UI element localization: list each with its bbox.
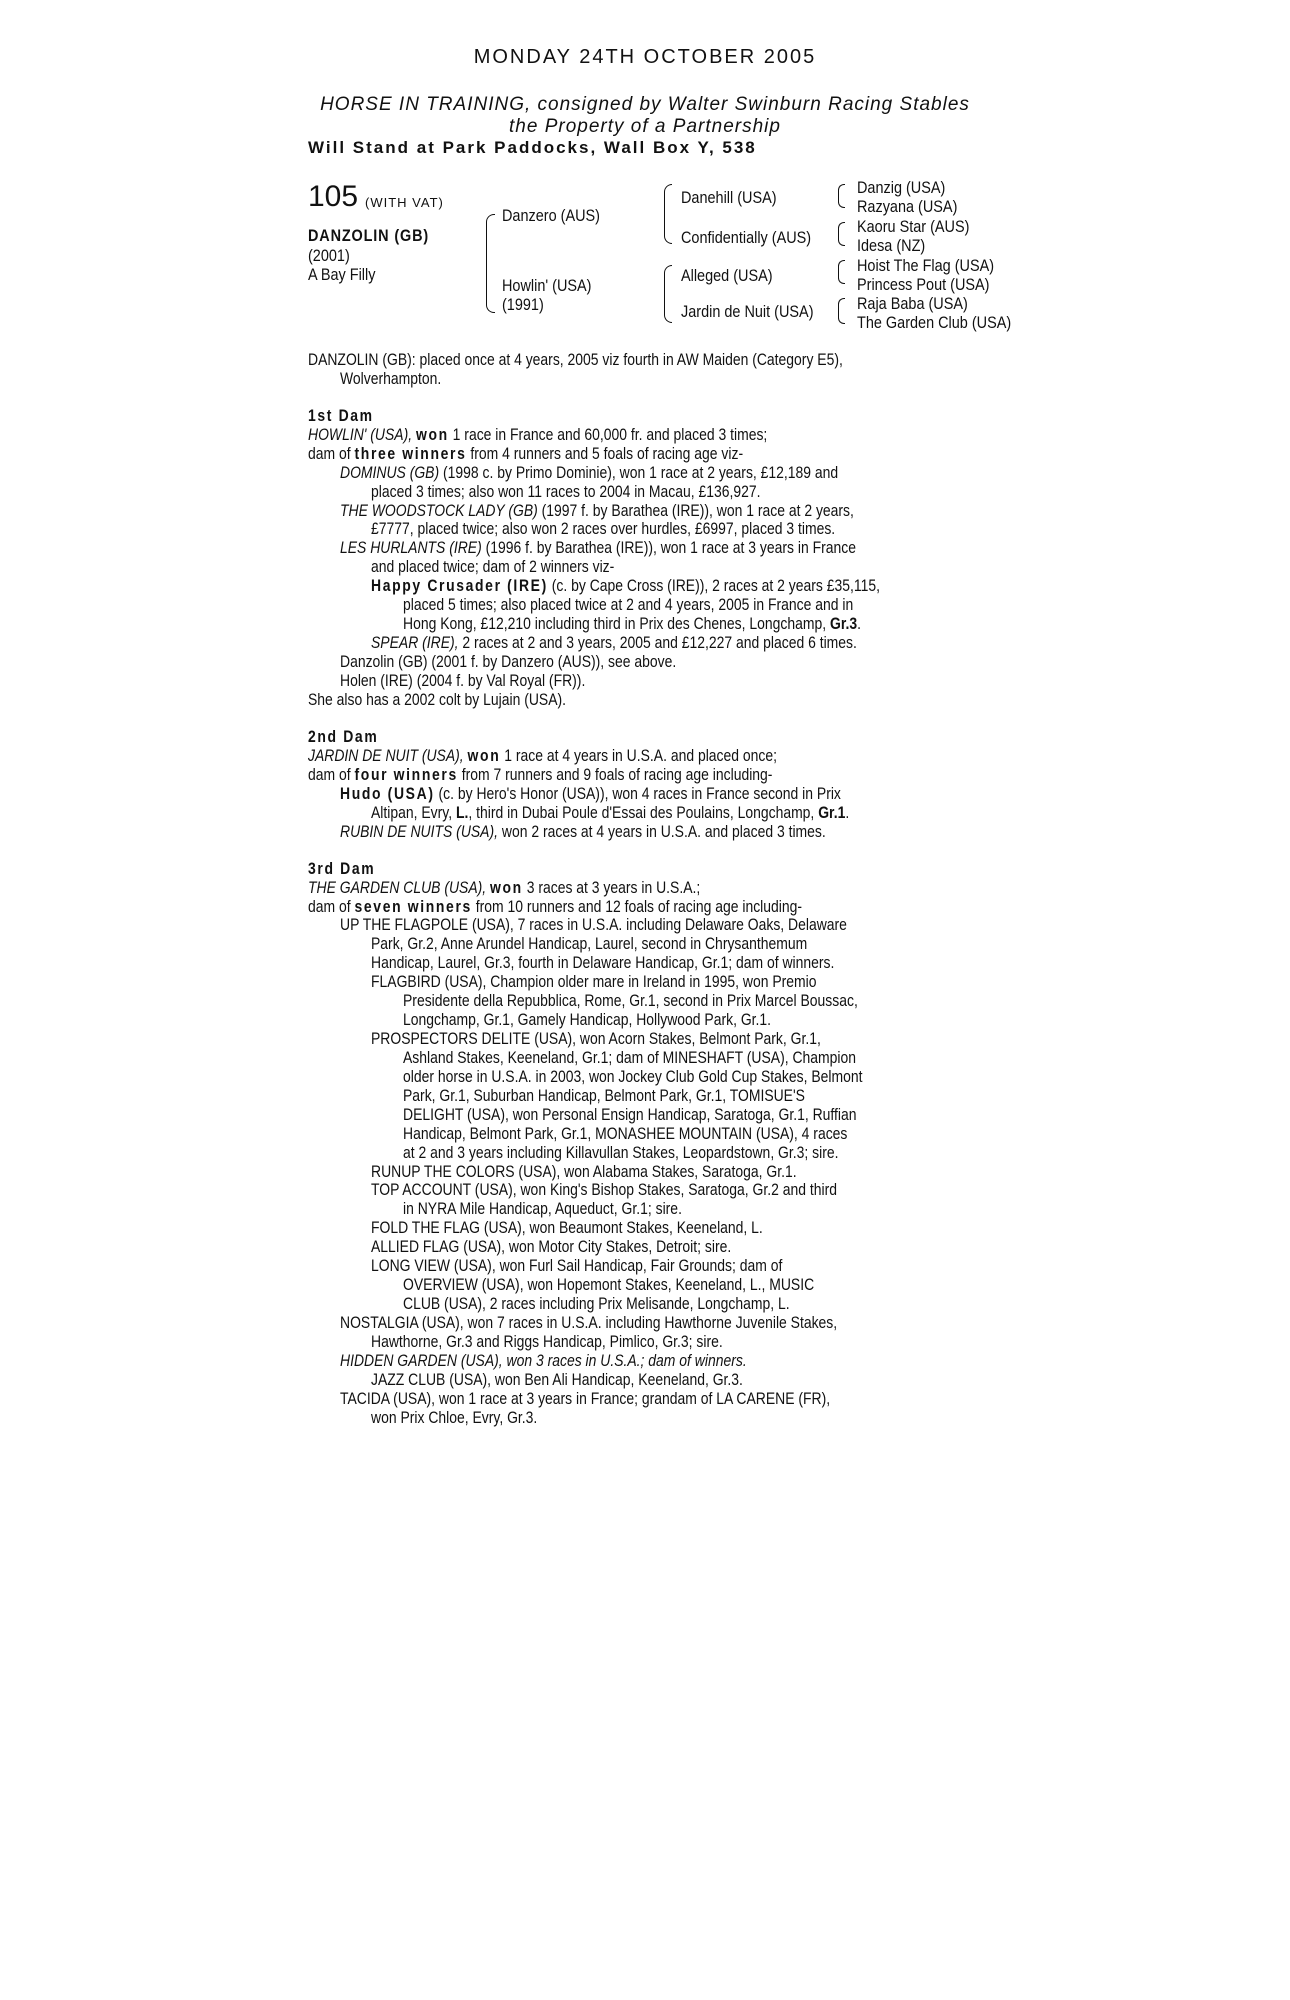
pedigree-brace-g3 (838, 260, 845, 284)
produce-line: Handicap, Belmont Park, Gr.1, MONASHEE MOUNTAIN (USA), 4 races (403, 1124, 848, 1143)
produce-line: NOSTALGIA (USA), won 7 races in U.S.A. including Hawthorne Juvenile Stakes, (340, 1313, 838, 1332)
race-summary-line: Wolverhampton. (340, 369, 442, 388)
sale-date: MONDAY 24TH OCTOBER 2005 (473, 46, 817, 68)
produce-line: OVERVIEW (USA), won Hopemont Stakes, Keeneland, L., MUSIC (403, 1275, 815, 1294)
produce-line: TACIDA (USA), won 1 race at 3 years in France; grandam of LA CARENE (FR), (340, 1389, 831, 1408)
pedigree-g4: Idesa (NZ) (857, 236, 926, 255)
pedigree-sire: Danzero (AUS) (502, 206, 600, 225)
produce-line: ALLIED FLAG (USA), won Motor City Stakes, Detroit; sire. (371, 1237, 732, 1256)
produce-line: RUNUP THE COLORS (USA), won Alabama Stakes, Saratoga, Gr.1. (371, 1162, 797, 1181)
produce-line: Ashland Stakes, Keeneland, Gr.1; dam of MINESHAFT (USA), Champion (403, 1048, 856, 1067)
dam-line: dam of seven winners from 10 runners and 12 foals of racing age including- (308, 897, 803, 916)
produce-line: in NYRA Mile Handicap, Aqueduct, Gr.1; sire. (403, 1199, 682, 1218)
horse-year: (2001) (308, 246, 350, 265)
pedigree-dam-dam: Jardin de Nuit (USA) (681, 302, 814, 321)
produce-line: FLAGBIRD (USA), Champion older mare in Ireland in 1995, won Premio (371, 972, 817, 991)
pedigree-brace-g1 (838, 184, 845, 208)
pedigree-brace-g4 (838, 298, 845, 324)
produce-line: FOLD THE FLAG (USA), won Beaumont Stakes, Keeneland, L. (371, 1218, 763, 1237)
produce-line: Happy Crusader (IRE) (c. by Cape Cross (IRE)), 2 races at 2 years £35,115, (371, 576, 881, 595)
produce-line: Danzolin (GB) (2001 f. by Danzero (AUS)), see above. (340, 652, 677, 671)
section-heading: 2nd Dam (308, 727, 379, 746)
produce-line: Altipan, Evry, L., third in Dubai Poule d'Essai des Poulains, Longchamp, Gr.1. (371, 803, 850, 822)
produce-line: placed 3 times; also won 11 races to 2004 in Macau, £136,927. (371, 482, 761, 501)
dam-line: dam of three winners from 4 runners and 5 foals of racing age viz- (308, 444, 744, 463)
produce-line: JAZZ CLUB (USA), won Ben Ali Handicap, Keeneland, Gr.3. (371, 1370, 743, 1389)
horse-name: DANZOLIN (GB) (308, 226, 430, 245)
section-heading: 3rd Dam (308, 859, 376, 878)
produce-line: HIDDEN GARDEN (USA), won 3 races in U.S.A.; dam of winners. (340, 1351, 747, 1370)
lot-number: 105 (308, 180, 359, 213)
dam-line: THE GARDEN CLUB (USA), won 3 races at 3 years in U.S.A.; (308, 878, 701, 897)
pedigree-g2: Razyana (USA) (857, 197, 958, 216)
pedigree-brace-g2 (838, 222, 845, 246)
produce-line: placed 5 times; also placed twice at 2 and 4 years, 2005 in France and in (403, 595, 854, 614)
pedigree-sire-sire: Danehill (USA) (681, 188, 777, 207)
produce-line: LES HURLANTS (IRE) (1996 f. by Barathea (IRE)), won 1 race at 3 years in France (340, 538, 856, 557)
produce-line: THE WOODSTOCK LADY (GB) (1997 f. by Barathea (IRE)), won 1 race at 2 years, (340, 501, 854, 520)
pedigree-dam-sire: Alleged (USA) (681, 266, 773, 285)
stand-location: Will Stand at Park Paddocks, Wall Box Y, 538 (308, 138, 757, 157)
produce-line: CLUB (USA), 2 races including Prix Melisande, Longchamp, L. (403, 1294, 790, 1313)
produce-line: Park, Gr.2, Anne Arundel Handicap, Laurel, second in Chrysanthemum (371, 934, 808, 953)
pedigree-brace-sire (664, 184, 672, 244)
section-heading: 1st Dam (308, 406, 374, 425)
produce-line: won Prix Chloe, Evry, Gr.3. (371, 1408, 538, 1427)
produce-line: and placed twice; dam of 2 winners viz- (371, 557, 615, 576)
produce-line: at 2 and 3 years including Killavullan Stakes, Leopardstown, Gr.3; sire. (403, 1143, 839, 1162)
horse-description: A Bay Filly (308, 265, 376, 284)
produce-line: Hudo (USA) (c. by Hero's Honor (USA)), won 4 races in France second in Prix (340, 784, 841, 803)
pedigree-g3: Kaoru Star (AUS) (857, 217, 970, 236)
property-line: the Property of a Partnership (509, 116, 781, 137)
pedigree-brace-main (486, 214, 495, 313)
dam-line: dam of four winners from 7 runners and 9 foals of racing age including- (308, 765, 773, 784)
dam-line: JARDIN DE NUIT (USA), won 1 race at 4 years in U.S.A. and placed once; (308, 746, 778, 765)
vat-note: (WITH VAT) (365, 195, 444, 210)
pedigree-g5: Hoist The Flag (USA) (857, 256, 995, 275)
produce-line: DELIGHT (USA), won Personal Ensign Handicap, Saratoga, Gr.1, Ruffian (403, 1105, 857, 1124)
pedigree-brace-dam (664, 265, 672, 323)
consignment-line: HORSE IN TRAINING, consigned by Walter Swinburn Racing Stables (320, 94, 970, 115)
produce-line: Hawthorne, Gr.3 and Riggs Handicap, Pimlico, Gr.3; sire. (371, 1332, 723, 1351)
dam-line: HOWLIN' (USA), won 1 race in France and 60,000 fr. and placed 3 times; (308, 425, 768, 444)
produce-line: Presidente della Repubblica, Rome, Gr.1, second in Prix Marcel Boussac, (403, 991, 858, 1010)
produce-line: She also has a 2002 colt by Lujain (USA). (308, 690, 567, 709)
race-summary-line: DANZOLIN (GB): placed once at 4 years, 2005 viz fourth in AW Maiden (Category E5), (308, 350, 843, 369)
pedigree-dam-year: (1991) (502, 295, 544, 314)
produce-line: RUBIN DE NUITS (USA), won 2 races at 4 years in U.S.A. and placed 3 times. (340, 822, 826, 841)
pedigree-g8: The Garden Club (USA) (857, 313, 1012, 332)
produce-line: older horse in U.S.A. in 2003, won Jockey Club Gold Cup Stakes, Belmont (403, 1067, 863, 1086)
pedigree-g7: Raja Baba (USA) (857, 294, 968, 313)
produce-line: Longchamp, Gr.1, Gamely Handicap, Hollywood Park, Gr.1. (403, 1010, 772, 1029)
produce-line: LONG VIEW (USA), won Furl Sail Handicap, Fair Grounds; dam of (371, 1256, 783, 1275)
produce-line: Holen (IRE) (2004 f. by Val Royal (FR)). (340, 671, 586, 690)
produce-line: Handicap, Laurel, Gr.3, fourth in Delaware Handicap, Gr.1; dam of winners. (371, 953, 835, 972)
produce-line: SPEAR (IRE), 2 races at 2 and 3 years, 2005 and £12,227 and placed 6 times. (371, 633, 857, 652)
produce-line: £7777, placed twice; also won 2 races over hurdles, £6997, placed 3 times. (371, 519, 836, 538)
pedigree-g1: Danzig (USA) (857, 178, 946, 197)
produce-line: Hong Kong, £12,210 including third in Prix des Chenes, Longchamp, Gr.3. (403, 614, 862, 633)
produce-line: TOP ACCOUNT (USA), won King's Bishop Stakes, Saratoga, Gr.2 and third (371, 1180, 837, 1199)
produce-line: Park, Gr.1, Suburban Handicap, Belmont Park, Gr.1, TOMISUE'S (403, 1086, 805, 1105)
pedigree-sire-dam: Confidentially (AUS) (681, 228, 812, 247)
produce-line: DOMINUS (GB) (1998 c. by Primo Dominie), won 1 race at 2 years, £12,189 and (340, 463, 839, 482)
pedigree-g6: Princess Pout (USA) (857, 275, 990, 294)
pedigree-dam: Howlin' (USA) (502, 276, 592, 295)
produce-line: PROSPECTORS DELITE (USA), won Acorn Stakes, Belmont Park, Gr.1, (371, 1029, 821, 1048)
produce-line: UP THE FLAGPOLE (USA), 7 races in U.S.A. including Delaware Oaks, Delaware (340, 915, 847, 934)
